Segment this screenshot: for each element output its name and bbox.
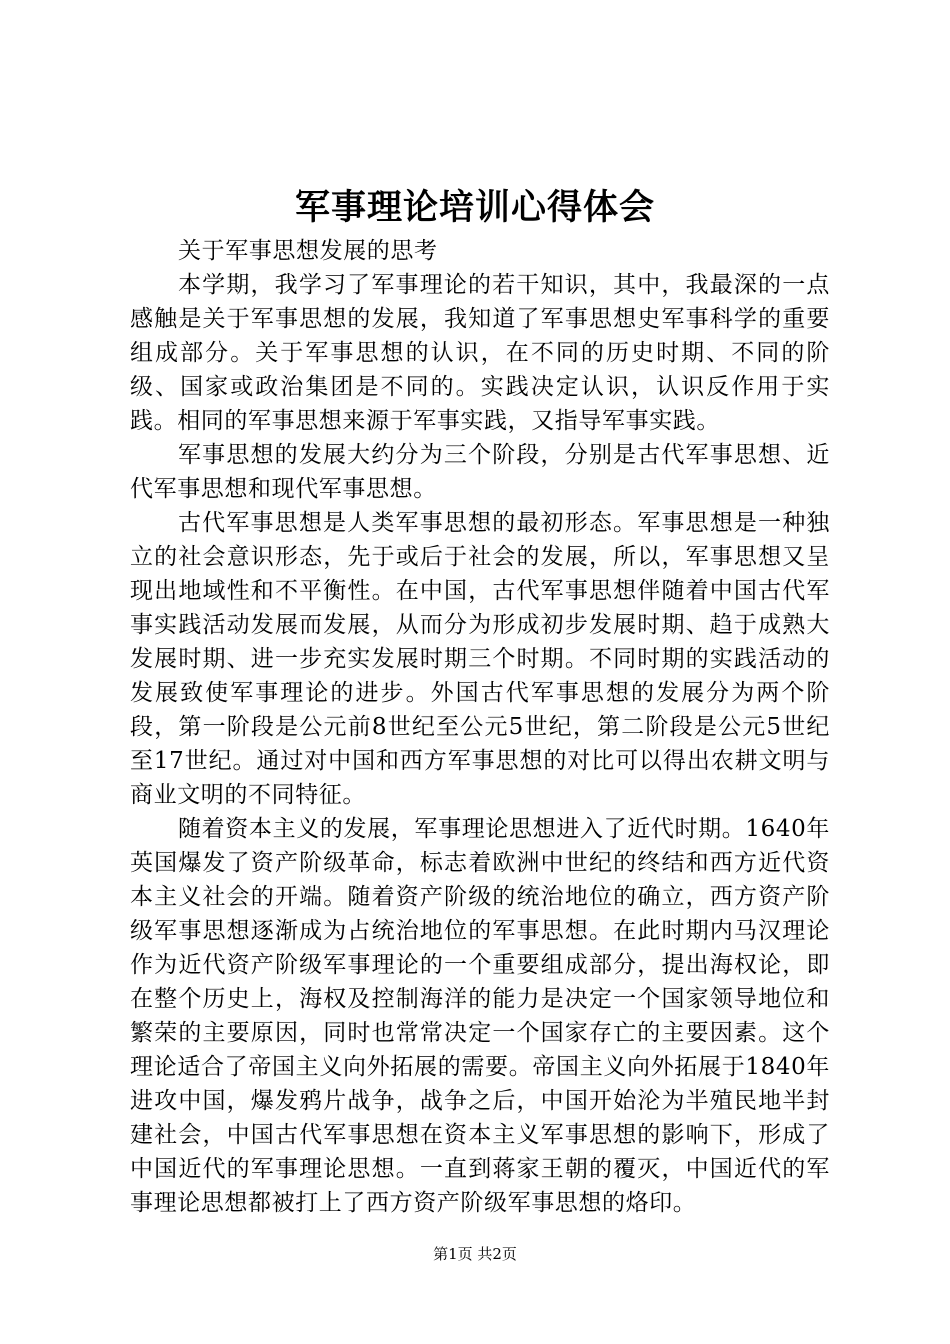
page-footer: 第1页 共2页 bbox=[433, 1245, 517, 1263]
paragraph-modern: 随着资本主义的发展，军事理论思想进入了近代时期。1640年英国爆发了资产阶级革命，标志着欧洲中世纪的终结和西方近代资本主义社会的开端。随着资产阶级的统治地位的确立，西方资产阶级军事思想逐渐成为占统治地位的军事思想。在此时期内马汉理论作为近代资产阶级军事理论的一个重要组成部分，提出海权论，即在整个历史上，海权及控制海洋的能力是决定一个国家领导地位和繁荣的主要原因，同时也常常决定一个国家存亡的主要因素。这个理论适合了帝国主义向外拓展的需要。帝国主义向外拓展于1840年进攻中国，爆发鸦片战争，战争之后，中国开始沦为半殖民地半封建社会，中国古代军事思想在资本主义军事思想的影响下，形成了中国近代的军事理论思想。一直到蒋家王朝的覆灭，中国近代的军事理论思想都被打上了西方资产阶级军事思想的烙印。 bbox=[130, 816, 830, 1216]
section-heading: 关于军事思想发展的思考 bbox=[178, 238, 438, 264]
paragraph-ancient: 古代军事思想是人类军事思想的最初形态。军事思想是一种独立的社会意识形态，先于或后于社会的发展，所以，军事思想又呈现出地域性和不平衡性。在中国，古代军事思想伴随着中国古代军事实践活动发展而发展，从而分为形成初步发展时期、趋于成熟大发展时期、进一步充实发展时期三个时期。不同时期的实践活动的发展致使军事理论的进步。外国古代军事思想的发展分为两个阶段，第一阶段是公元前8世纪至公元5世纪，第二阶段是公元5世纪至17世纪。通过对中国和西方军事思想的对比可以得出农耕文明与商业文明的不同特征。 bbox=[130, 510, 830, 808]
document-body bbox=[130, 234, 830, 1220]
paragraph-stages: 军事思想的发展大约分为三个阶段，分别是古代军事思想、近代军事思想和现代军事思想。 bbox=[130, 442, 830, 502]
document-title: 军事理论培训心得体会 bbox=[294, 187, 655, 228]
paragraph-intro: 本学期，我学习了军事理论的若干知识，其中，我最深的一点感触是关于军事思想的发展，我知道了军事思想史军事科学的重要组成部分。关于军事思想的认识，在不同的历史时期、不同的阶级、国家或政治集团是不同的。实践决定认识，认识反作用于实践。相同的军事思想来源于军事实践，又指导军事实践。 bbox=[130, 272, 830, 434]
